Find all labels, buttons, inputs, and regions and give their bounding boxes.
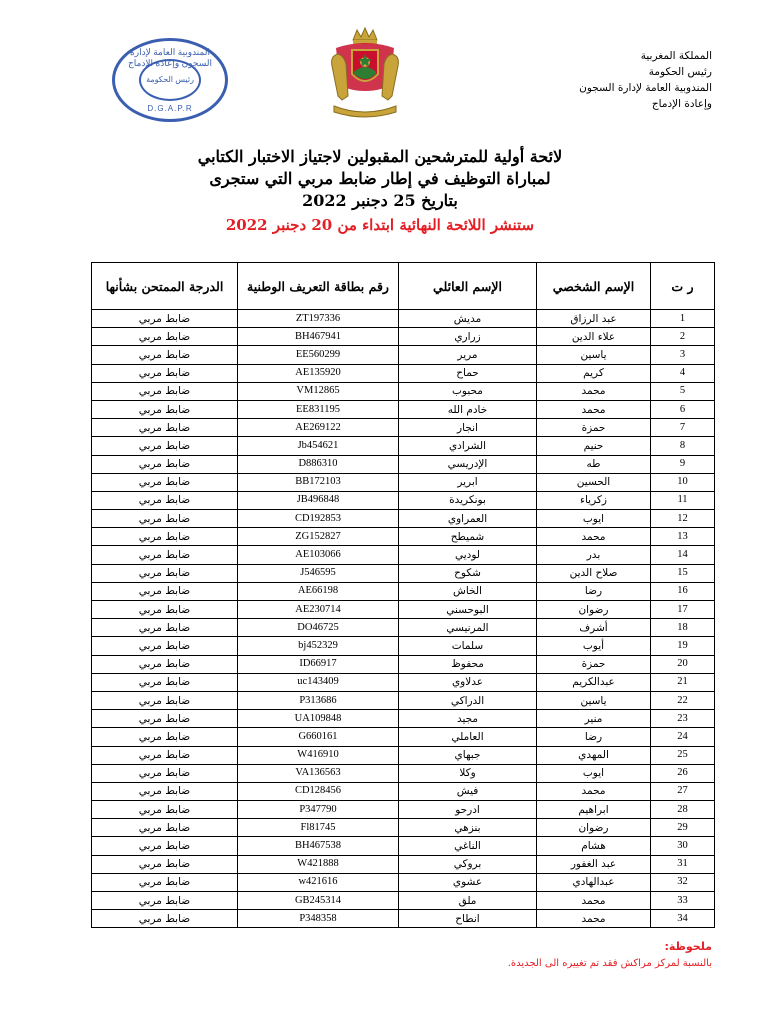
cell-last-name: فيش xyxy=(399,782,537,800)
cell-rank: 32 xyxy=(651,873,715,891)
cell-grade: ضابط مربي xyxy=(92,910,238,928)
cell-first-name: رضا xyxy=(537,582,651,600)
cell-first-name: حمزة xyxy=(537,419,651,437)
table-row xyxy=(92,510,715,528)
title-line-final-list-notice: ستنشر اللائحة النهائية ابتداء من 20 دجنبر 2022 xyxy=(225,216,535,234)
cell-grade: ضابط مربي xyxy=(92,491,238,509)
cell-last-name: العاملي xyxy=(399,728,537,746)
note-text: بالنسبة لمركز مراكش فقد تم تغييره الى الجديدة. xyxy=(507,958,712,969)
cell-national-id: AE269122 xyxy=(238,419,399,437)
official-stamp xyxy=(112,38,228,122)
cell-national-id: Fl81745 xyxy=(238,819,399,837)
cell-last-name: بروكي xyxy=(399,855,537,873)
cell-first-name: ياسين xyxy=(537,691,651,709)
cell-grade: ضابط مربي xyxy=(92,764,238,782)
cell-rank: 16 xyxy=(651,582,715,600)
cell-last-name: المرنيسي xyxy=(399,619,537,637)
cell-grade: ضابط مربي xyxy=(92,582,238,600)
cell-first-name: أشرف xyxy=(537,619,651,637)
cell-first-name: محمد xyxy=(537,382,651,400)
cell-national-id: P313686 xyxy=(238,691,399,709)
cell-national-id: BH467538 xyxy=(238,837,399,855)
cell-first-name: حمزة xyxy=(537,655,651,673)
cell-last-name: ابرير xyxy=(399,473,537,491)
cell-grade: ضابط مربي xyxy=(92,400,238,418)
cell-grade: ضابط مربي xyxy=(92,892,238,910)
cell-rank: 18 xyxy=(651,619,715,637)
cell-grade: ضابط مربي xyxy=(92,673,238,691)
cell-rank: 25 xyxy=(651,746,715,764)
table-row xyxy=(92,582,715,600)
cell-rank: 22 xyxy=(651,691,715,709)
cell-rank: 34 xyxy=(651,910,715,928)
cell-grade: ضابط مربي xyxy=(92,710,238,728)
table-row xyxy=(92,892,715,910)
table-row xyxy=(92,382,715,400)
issuing-authority-header xyxy=(579,48,712,112)
cell-rank: 7 xyxy=(651,419,715,437)
cell-last-name: شكوح xyxy=(399,564,537,582)
table-row xyxy=(92,473,715,491)
cell-last-name: زراري xyxy=(399,328,537,346)
title-line-date: بتاريخ 25 دجنبر 2022 xyxy=(302,191,458,210)
header-rank: ر ت xyxy=(651,263,715,310)
cell-first-name: رضا xyxy=(537,728,651,746)
note-title: ملحوظة: xyxy=(664,940,712,953)
cell-grade: ضابط مربي xyxy=(92,437,238,455)
cell-rank: 24 xyxy=(651,728,715,746)
cell-rank: 3 xyxy=(651,346,715,364)
cell-rank: 14 xyxy=(651,546,715,564)
cell-grade: ضابط مربي xyxy=(92,655,238,673)
table-row xyxy=(92,710,715,728)
cell-first-name: ابراهيم xyxy=(537,801,651,819)
cell-rank: 5 xyxy=(651,382,715,400)
table-row xyxy=(92,819,715,837)
cell-last-name: الإدريسي xyxy=(399,455,537,473)
cell-first-name: عبدالهادي xyxy=(537,873,651,891)
table-row xyxy=(92,546,715,564)
cell-national-id: AE103066 xyxy=(238,546,399,564)
cell-grade: ضابط مربي xyxy=(92,564,238,582)
cell-last-name: الناغي xyxy=(399,837,537,855)
header-line-delegation: المندوبية العامة لإدارة السجون xyxy=(579,82,712,94)
table-row xyxy=(92,364,715,382)
cell-national-id: ID66917 xyxy=(238,655,399,673)
cell-national-id: CD128456 xyxy=(238,782,399,800)
cell-national-id: BH467941 xyxy=(238,328,399,346)
cell-national-id: AE66198 xyxy=(238,582,399,600)
cell-national-id: bj452329 xyxy=(238,637,399,655)
cell-last-name: محفوظ xyxy=(399,655,537,673)
header-line-head-of-government: رئيس الحكومة xyxy=(648,66,712,78)
cell-national-id: P347790 xyxy=(238,801,399,819)
table-row xyxy=(92,437,715,455)
cell-last-name: شميطح xyxy=(399,528,537,546)
cell-grade: ضابط مربي xyxy=(92,746,238,764)
coat-of-arms-icon xyxy=(326,26,404,122)
stamp-center-text: رئيس الحكومة xyxy=(146,75,194,84)
cell-national-id: UA109848 xyxy=(238,710,399,728)
cell-first-name: صلاح الدين xyxy=(537,564,651,582)
stamp-bottom-text: D.G.A.P.R xyxy=(147,104,193,113)
cell-grade: ضابط مربي xyxy=(92,801,238,819)
cell-rank: 6 xyxy=(651,400,715,418)
cell-rank: 8 xyxy=(651,437,715,455)
table-row xyxy=(92,910,715,928)
cell-rank: 11 xyxy=(651,491,715,509)
cell-last-name: عشوي xyxy=(399,873,537,891)
cell-grade: ضابط مربي xyxy=(92,855,238,873)
cell-first-name: زكرياء xyxy=(537,491,651,509)
header-first-name: الإسم الشخصي xyxy=(537,263,651,310)
cell-first-name: ايوب xyxy=(537,510,651,528)
table-row xyxy=(92,782,715,800)
cell-last-name: مجيد xyxy=(399,710,537,728)
cell-first-name: عبدالكريم xyxy=(537,673,651,691)
cell-last-name: البوحسني xyxy=(399,601,537,619)
table-row xyxy=(92,491,715,509)
table-row xyxy=(92,655,715,673)
cell-rank: 23 xyxy=(651,710,715,728)
table-row xyxy=(92,837,715,855)
cell-last-name: لوديي xyxy=(399,546,537,564)
cell-national-id: EE560299 xyxy=(238,346,399,364)
cell-first-name: رضوان xyxy=(537,819,651,837)
cell-grade: ضابط مربي xyxy=(92,310,238,328)
cell-rank: 30 xyxy=(651,837,715,855)
table-row xyxy=(92,310,715,328)
cell-first-name: حنيم xyxy=(537,437,651,455)
table-row xyxy=(92,346,715,364)
cell-national-id: w421616 xyxy=(238,873,399,891)
cell-last-name: مديش xyxy=(399,310,537,328)
cell-rank: 21 xyxy=(651,673,715,691)
cell-last-name: الشرادي xyxy=(399,437,537,455)
cell-national-id: JB496848 xyxy=(238,491,399,509)
cell-grade: ضابط مربي xyxy=(92,473,238,491)
cell-national-id: Jb454621 xyxy=(238,437,399,455)
cell-national-id: G660161 xyxy=(238,728,399,746)
cell-rank: 2 xyxy=(651,328,715,346)
document-title-block xyxy=(120,146,640,236)
header-grade: الدرجة الممتحن بشأنها xyxy=(92,263,238,310)
cell-rank: 4 xyxy=(651,364,715,382)
cell-last-name: انطاح xyxy=(399,910,537,928)
cell-first-name: علاء الدين xyxy=(537,328,651,346)
table-row xyxy=(92,691,715,709)
cell-first-name: محمد xyxy=(537,892,651,910)
cell-grade: ضابط مربي xyxy=(92,691,238,709)
header-national-id: رقم بطاقة التعريف الوطنية xyxy=(238,263,399,310)
cell-first-name: ايوب xyxy=(537,764,651,782)
cell-grade: ضابط مربي xyxy=(92,837,238,855)
cell-national-id: P348358 xyxy=(238,910,399,928)
title-line-2: لمباراة التوظيف في إطار ضابط مربي التي ستجرى xyxy=(209,169,551,188)
cell-first-name: بدر xyxy=(537,546,651,564)
cell-last-name: مرير xyxy=(399,346,537,364)
cell-grade: ضابط مربي xyxy=(92,619,238,637)
cell-last-name: بنزهي xyxy=(399,819,537,837)
cell-first-name: محمد xyxy=(537,910,651,928)
cell-last-name: جبهاي xyxy=(399,746,537,764)
cell-rank: 29 xyxy=(651,819,715,837)
cell-rank: 26 xyxy=(651,764,715,782)
cell-national-id: GB245314 xyxy=(238,892,399,910)
cell-last-name: حماح xyxy=(399,364,537,382)
cell-grade: ضابط مربي xyxy=(92,346,238,364)
cell-grade: ضابط مربي xyxy=(92,728,238,746)
cell-national-id: AE135920 xyxy=(238,364,399,382)
header-line-kingdom: المملكة المغربية xyxy=(640,50,712,62)
table-row xyxy=(92,328,715,346)
cell-rank: 1 xyxy=(651,310,715,328)
cell-last-name: ادرحو xyxy=(399,801,537,819)
table-row xyxy=(92,746,715,764)
cell-first-name: أيوب xyxy=(537,637,651,655)
cell-first-name: الحسين xyxy=(537,473,651,491)
table-row xyxy=(92,601,715,619)
cell-grade: ضابط مربي xyxy=(92,510,238,528)
cell-grade: ضابط مربي xyxy=(92,637,238,655)
table-row xyxy=(92,528,715,546)
cell-national-id: VM12865 xyxy=(238,382,399,400)
table-row xyxy=(92,564,715,582)
cell-first-name: طه xyxy=(537,455,651,473)
cell-national-id: EE831195 xyxy=(238,400,399,418)
table-row xyxy=(92,419,715,437)
cell-first-name: محمد xyxy=(537,400,651,418)
cell-rank: 19 xyxy=(651,637,715,655)
table-body xyxy=(92,310,715,928)
cell-national-id: VA136563 xyxy=(238,764,399,782)
cell-last-name: الخاش xyxy=(399,582,537,600)
cell-grade: ضابط مربي xyxy=(92,873,238,891)
cell-last-name: انجار xyxy=(399,419,537,437)
cell-rank: 15 xyxy=(651,564,715,582)
cell-grade: ضابط مربي xyxy=(92,455,238,473)
table-row xyxy=(92,673,715,691)
cell-grade: ضابط مربي xyxy=(92,382,238,400)
cell-last-name: الدراكي xyxy=(399,691,537,709)
cell-rank: 12 xyxy=(651,510,715,528)
table-header-row xyxy=(92,263,715,310)
title-line-1: لائحة أولية للمترشحين المقبولين لاجتياز الاختبار الكتابي xyxy=(197,147,563,166)
table-row xyxy=(92,873,715,891)
cell-rank: 27 xyxy=(651,782,715,800)
cell-rank: 10 xyxy=(651,473,715,491)
table-row xyxy=(92,455,715,473)
cell-first-name: منير xyxy=(537,710,651,728)
cell-first-name: هشام xyxy=(537,837,651,855)
cell-last-name: بونكريدة xyxy=(399,491,537,509)
cell-grade: ضابط مربي xyxy=(92,546,238,564)
table-row xyxy=(92,801,715,819)
cell-first-name: رضوان xyxy=(537,601,651,619)
cell-national-id: J546595 xyxy=(238,564,399,582)
table-row xyxy=(92,855,715,873)
cell-last-name: ملق xyxy=(399,892,537,910)
cell-first-name: محمد xyxy=(537,782,651,800)
cell-rank: 31 xyxy=(651,855,715,873)
cell-last-name: خادم الله xyxy=(399,400,537,418)
cell-last-name: عدلاوي xyxy=(399,673,537,691)
cell-first-name: ياسين xyxy=(537,346,651,364)
cell-first-name: عبد الرزاق xyxy=(537,310,651,328)
cell-national-id: ZT197336 xyxy=(238,310,399,328)
table-row xyxy=(92,637,715,655)
table-row xyxy=(92,400,715,418)
cell-first-name: عبد الغفور xyxy=(537,855,651,873)
cell-grade: ضابط مربي xyxy=(92,782,238,800)
header-line-reintegration: وإعادة الإدماج xyxy=(651,98,712,110)
table-row xyxy=(92,619,715,637)
header-last-name: الإسم العائلي xyxy=(399,263,537,310)
cell-rank: 28 xyxy=(651,801,715,819)
cell-first-name: محمد xyxy=(537,528,651,546)
cell-first-name: كريم xyxy=(537,364,651,382)
cell-last-name: محبوب xyxy=(399,382,537,400)
cell-rank: 33 xyxy=(651,892,715,910)
table-row xyxy=(92,728,715,746)
candidates-table xyxy=(91,262,715,928)
note-block xyxy=(508,940,712,969)
cell-national-id: uc143409 xyxy=(238,673,399,691)
cell-rank: 13 xyxy=(651,528,715,546)
cell-national-id: D886310 xyxy=(238,455,399,473)
cell-grade: ضابط مربي xyxy=(92,364,238,382)
cell-national-id: CD192853 xyxy=(238,510,399,528)
cell-grade: ضابط مربي xyxy=(92,819,238,837)
cell-national-id: AE230714 xyxy=(238,601,399,619)
cell-grade: ضابط مربي xyxy=(92,601,238,619)
cell-national-id: DO46725 xyxy=(238,619,399,637)
cell-last-name: العمراوي xyxy=(399,510,537,528)
cell-rank: 9 xyxy=(651,455,715,473)
cell-grade: ضابط مربي xyxy=(92,328,238,346)
cell-rank: 20 xyxy=(651,655,715,673)
cell-national-id: BB172103 xyxy=(238,473,399,491)
cell-last-name: وكلا xyxy=(399,764,537,782)
cell-rank: 17 xyxy=(651,601,715,619)
cell-first-name: المهدي xyxy=(537,746,651,764)
cell-national-id: ZG152827 xyxy=(238,528,399,546)
cell-national-id: W421888 xyxy=(238,855,399,873)
stamp-ring-text: المندوبية العامة لإدارة السجون وإعادة الإدماج xyxy=(127,47,213,68)
table-row xyxy=(92,764,715,782)
cell-last-name: سلمات xyxy=(399,637,537,655)
cell-national-id: W416910 xyxy=(238,746,399,764)
cell-grade: ضابط مربي xyxy=(92,528,238,546)
cell-grade: ضابط مربي xyxy=(92,419,238,437)
